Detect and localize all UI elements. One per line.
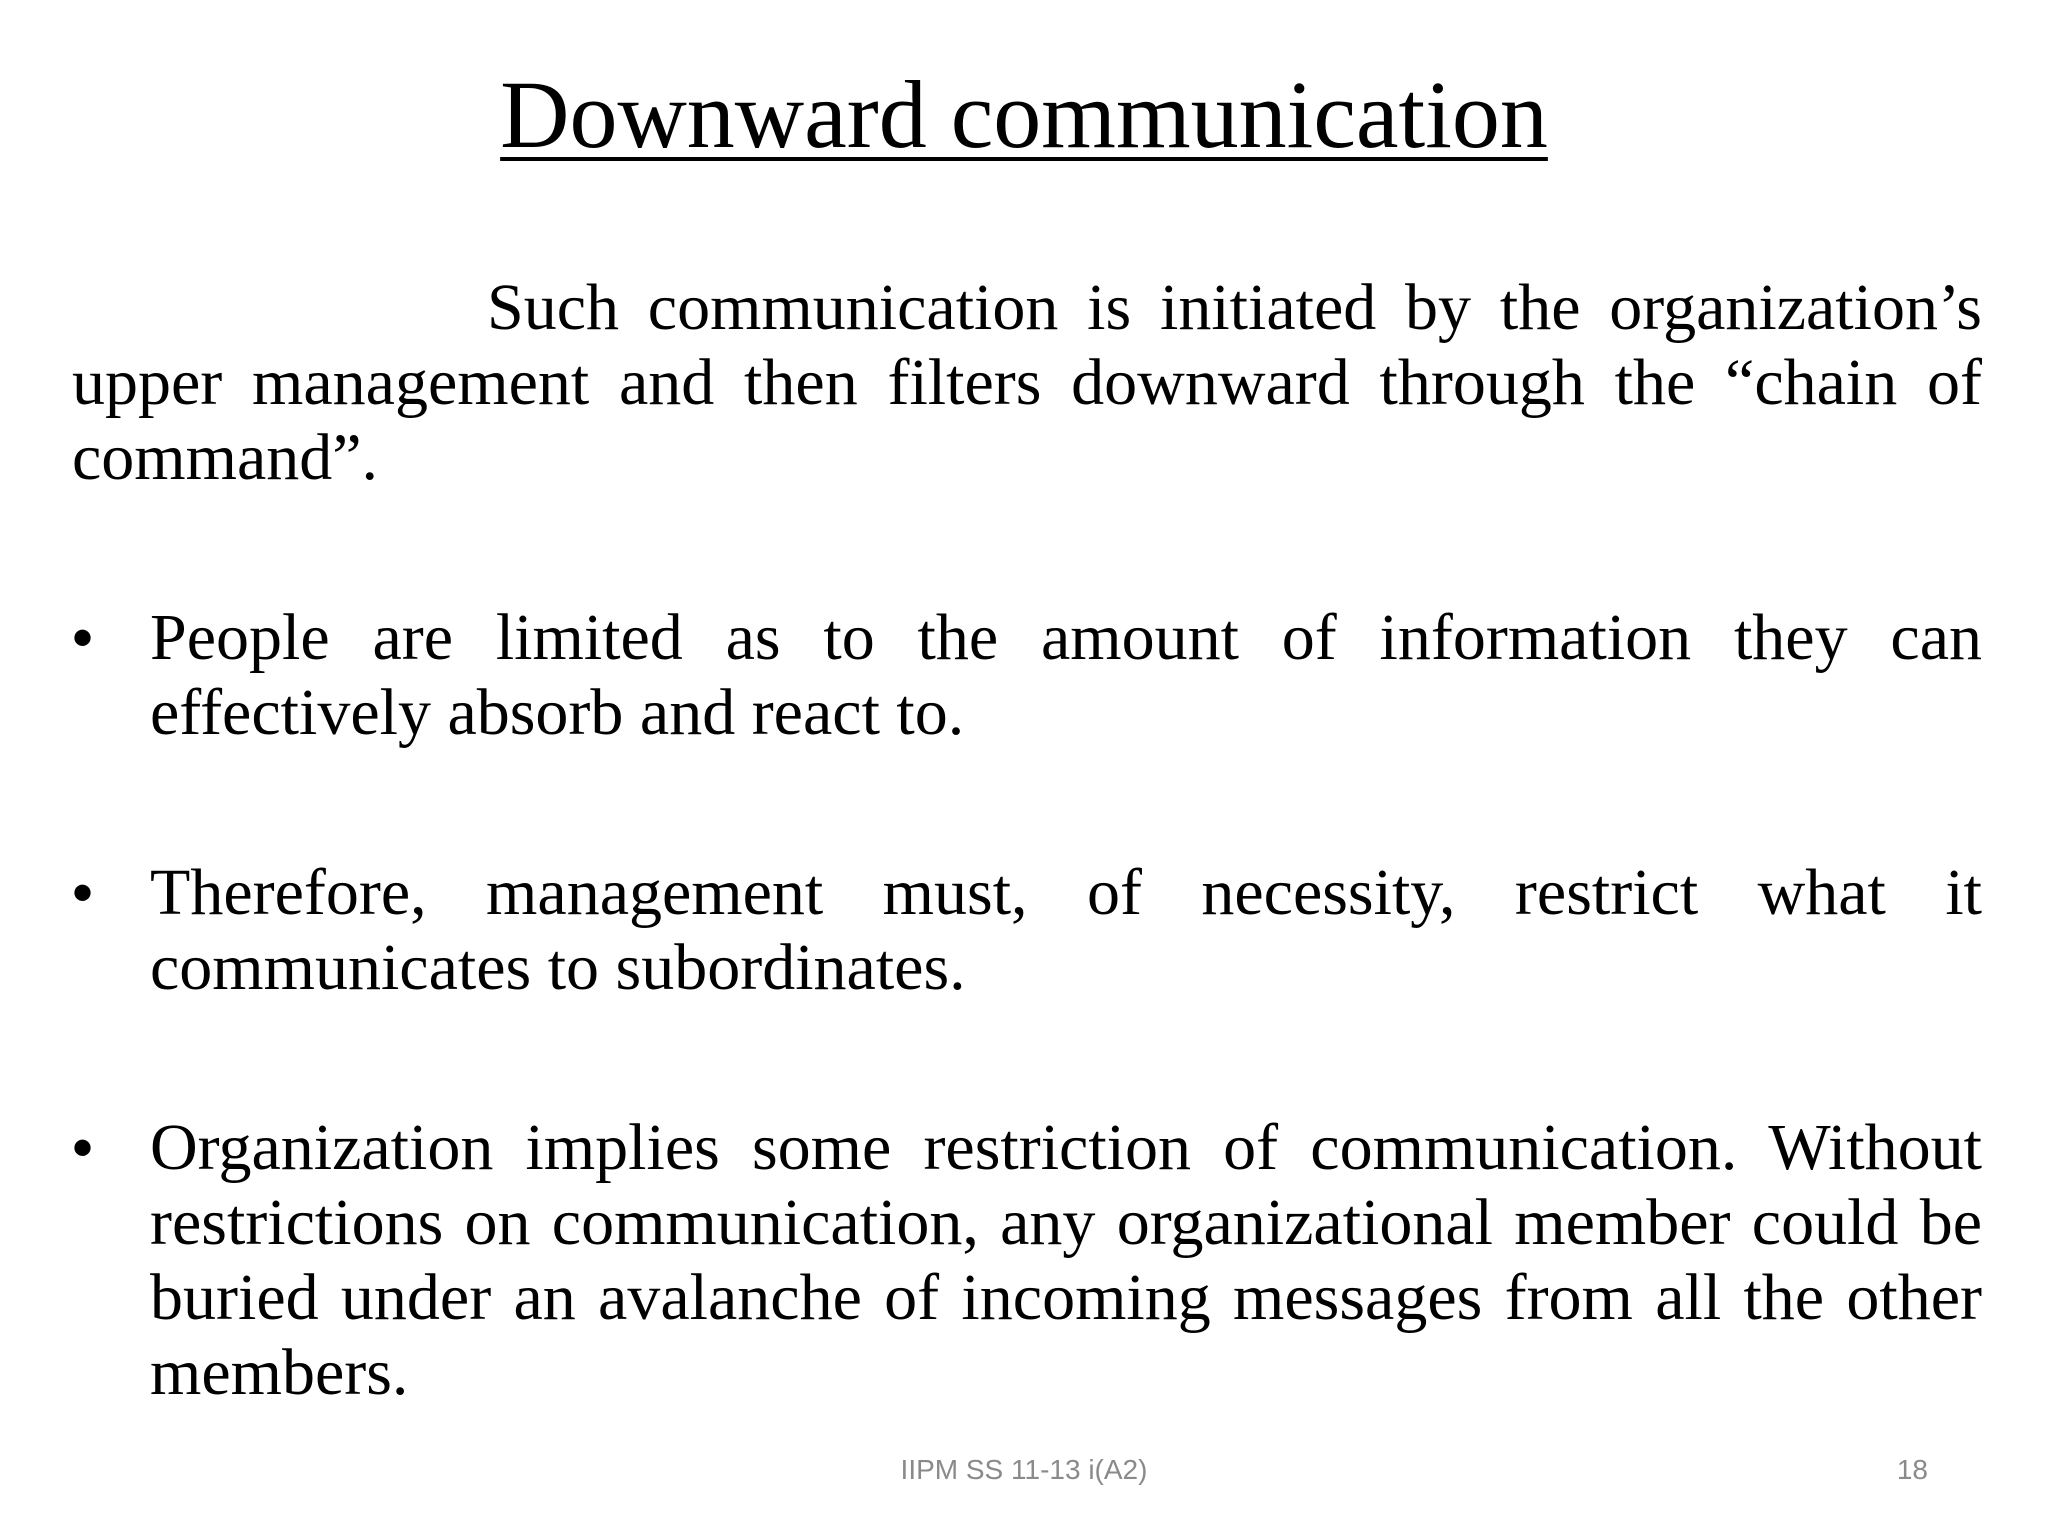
slide-title: Downward communication: [500, 61, 1548, 168]
slide-footer: IIPM SS 11-13 i(A2): [900, 1454, 1148, 1485]
bullet-item: [72, 600, 1982, 750]
bullet-icon: •: [72, 1114, 94, 1181]
bullet-text: People are limited as to the amount of information they can effectively absorb and react to.: [150, 601, 1982, 749]
bullet-text: Therefore, management must, of necessity, restrict what it communicates to subordinates.: [150, 856, 1982, 1004]
bullet-list: [72, 600, 1982, 1410]
bullet-item: [72, 855, 1982, 1005]
bullet-icon: •: [72, 604, 94, 671]
bullet-icon: •: [72, 859, 94, 926]
bullet-text: Organization implies some restriction of communication. Without restrictions on communication, any organizational member could be buried under an avalanche of incoming messages from all the other members.: [150, 1111, 1982, 1409]
bullet-item: [72, 1110, 1982, 1410]
page-number: 18: [1896, 1454, 1928, 1485]
intro-paragraph: Such communication is initiated by the organization’s upper management and then filters downward through the “chain of command”.: [72, 271, 1982, 494]
